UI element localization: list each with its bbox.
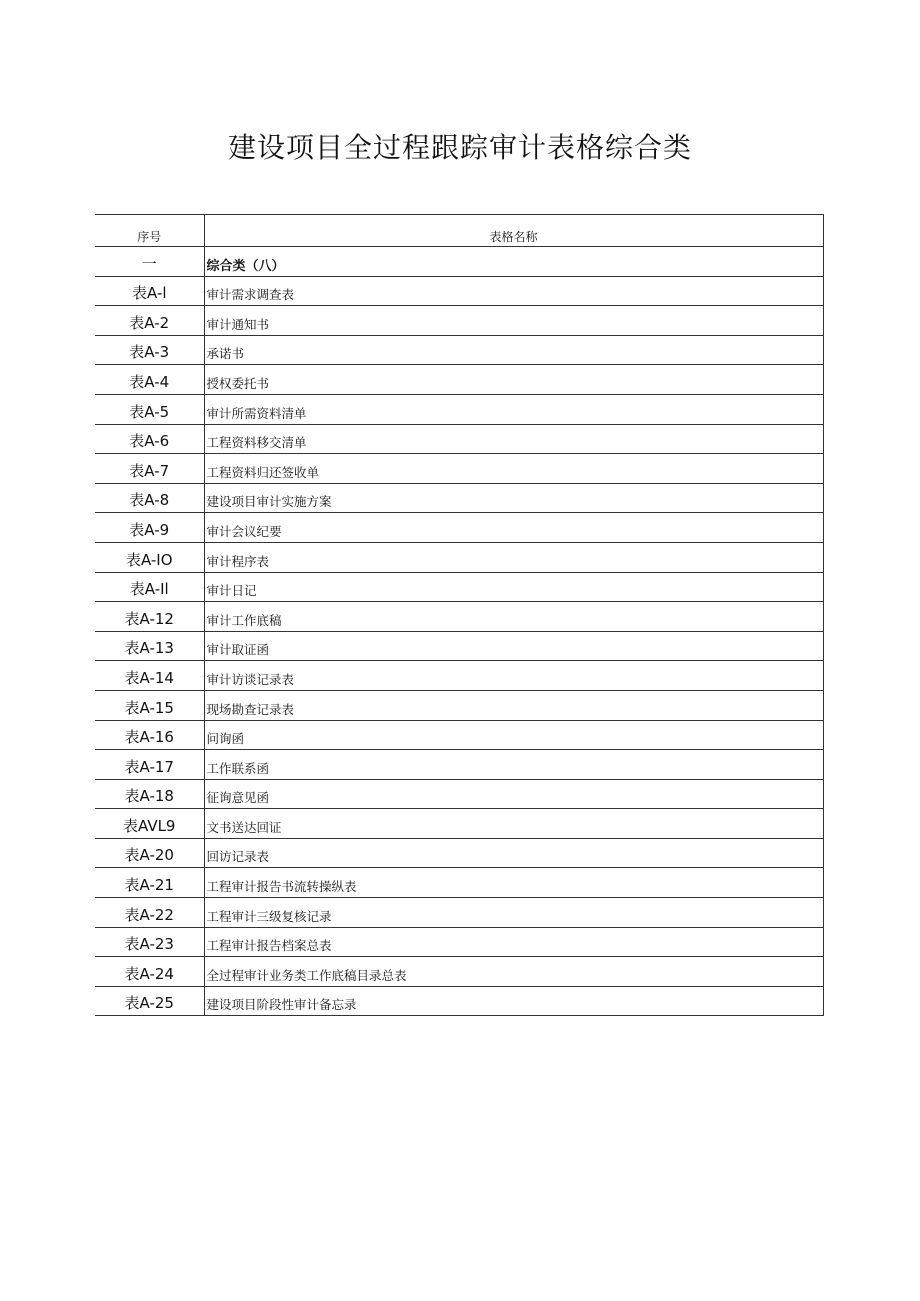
form-number: 表A-l [95, 276, 204, 306]
form-number: 表A-13 [95, 631, 204, 661]
table-row [95, 986, 823, 1016]
form-number: 表A-9 [95, 513, 204, 543]
table-row [95, 276, 823, 306]
form-name: 审计程序表 [204, 542, 823, 572]
header-number: 序号 [95, 215, 204, 247]
table-row [95, 542, 823, 572]
table-row [95, 513, 823, 543]
table-row [95, 898, 823, 928]
form-name: 审计所需资料清单 [204, 394, 823, 424]
form-name: 审计会议纪要 [204, 513, 823, 543]
form-number: 表A-6 [95, 424, 204, 454]
table-row [95, 661, 823, 691]
form-name: 承诺书 [204, 335, 823, 365]
form-number: 表A-20 [95, 838, 204, 868]
form-number: 表A-25 [95, 986, 204, 1016]
form-name: 审计通知书 [204, 306, 823, 336]
form-name: 审计取证函 [204, 631, 823, 661]
table-row [95, 306, 823, 336]
form-number: 表A-3 [95, 335, 204, 365]
table-row [95, 365, 823, 395]
table-row [95, 838, 823, 868]
form-name: 回访记录表 [204, 838, 823, 868]
form-name: 审计工作底稿 [204, 602, 823, 632]
form-number: 表A-15 [95, 690, 204, 720]
form-number: 表AVL9 [95, 809, 204, 839]
form-name: 建设项目审计实施方案 [204, 483, 823, 513]
form-number: 表A-5 [95, 394, 204, 424]
table-row [95, 779, 823, 809]
table-body [95, 247, 823, 1016]
form-name: 工作联系函 [204, 750, 823, 780]
table-row [95, 602, 823, 632]
table-row [95, 572, 823, 602]
table-row [95, 335, 823, 365]
form-number: 表A-2 [95, 306, 204, 336]
form-number: 表A-17 [95, 750, 204, 780]
form-number: 表A-24 [95, 957, 204, 987]
form-name: 审计日记 [204, 572, 823, 602]
table-row [95, 454, 823, 484]
table-row [95, 809, 823, 839]
form-name: 工程资料移交清单 [204, 424, 823, 454]
form-number: 表A-18 [95, 779, 204, 809]
form-number: 表A-22 [95, 898, 204, 928]
table-row [95, 957, 823, 987]
form-name: 工程审计三级复核记录 [204, 898, 823, 928]
form-number: 表A-14 [95, 661, 204, 691]
form-name: 文书送达回证 [204, 809, 823, 839]
form-number: 表A-16 [95, 720, 204, 750]
form-name: 工程审计报告档案总表 [204, 927, 823, 957]
table-row [95, 690, 823, 720]
form-name: 建设项目阶段性审计备忘录 [204, 986, 823, 1016]
table-row [95, 394, 823, 424]
form-number: 表A-IO [95, 542, 204, 572]
form-name: 问询函 [204, 720, 823, 750]
page-title: 建设项目全过程跟踪审计表格综合类 [227, 131, 692, 164]
table-row [95, 424, 823, 454]
form-number: 表A-7 [95, 454, 204, 484]
table-row [95, 631, 823, 661]
category-row [95, 247, 823, 277]
form-name: 工程审计报告书流转操纵表 [204, 868, 823, 898]
category-number: 一 [95, 247, 204, 277]
table-header-row [95, 215, 823, 247]
form-name: 授权委托书 [204, 365, 823, 395]
header-name: 表格名称 [204, 215, 823, 247]
category-name: 综合类（八） [204, 247, 823, 277]
form-number: 表A-8 [95, 483, 204, 513]
table-row [95, 750, 823, 780]
form-name: 征询意见函 [204, 779, 823, 809]
forms-table [95, 214, 824, 1016]
form-name: 审计需求调查表 [204, 276, 823, 306]
form-number: 表A-21 [95, 868, 204, 898]
form-name: 全过程审计业务类工作底稿目录总表 [204, 957, 823, 987]
form-number: 表A-Il [95, 572, 204, 602]
form-name: 审计访谈记录表 [204, 661, 823, 691]
table-row [95, 483, 823, 513]
form-number: 表A-12 [95, 602, 204, 632]
form-number: 表A-4 [95, 365, 204, 395]
table-row [95, 868, 823, 898]
form-name: 现场勘查记录表 [204, 690, 823, 720]
table-row [95, 720, 823, 750]
table-row [95, 927, 823, 957]
form-number: 表A-23 [95, 927, 204, 957]
form-name: 工程资料归还签收单 [204, 454, 823, 484]
